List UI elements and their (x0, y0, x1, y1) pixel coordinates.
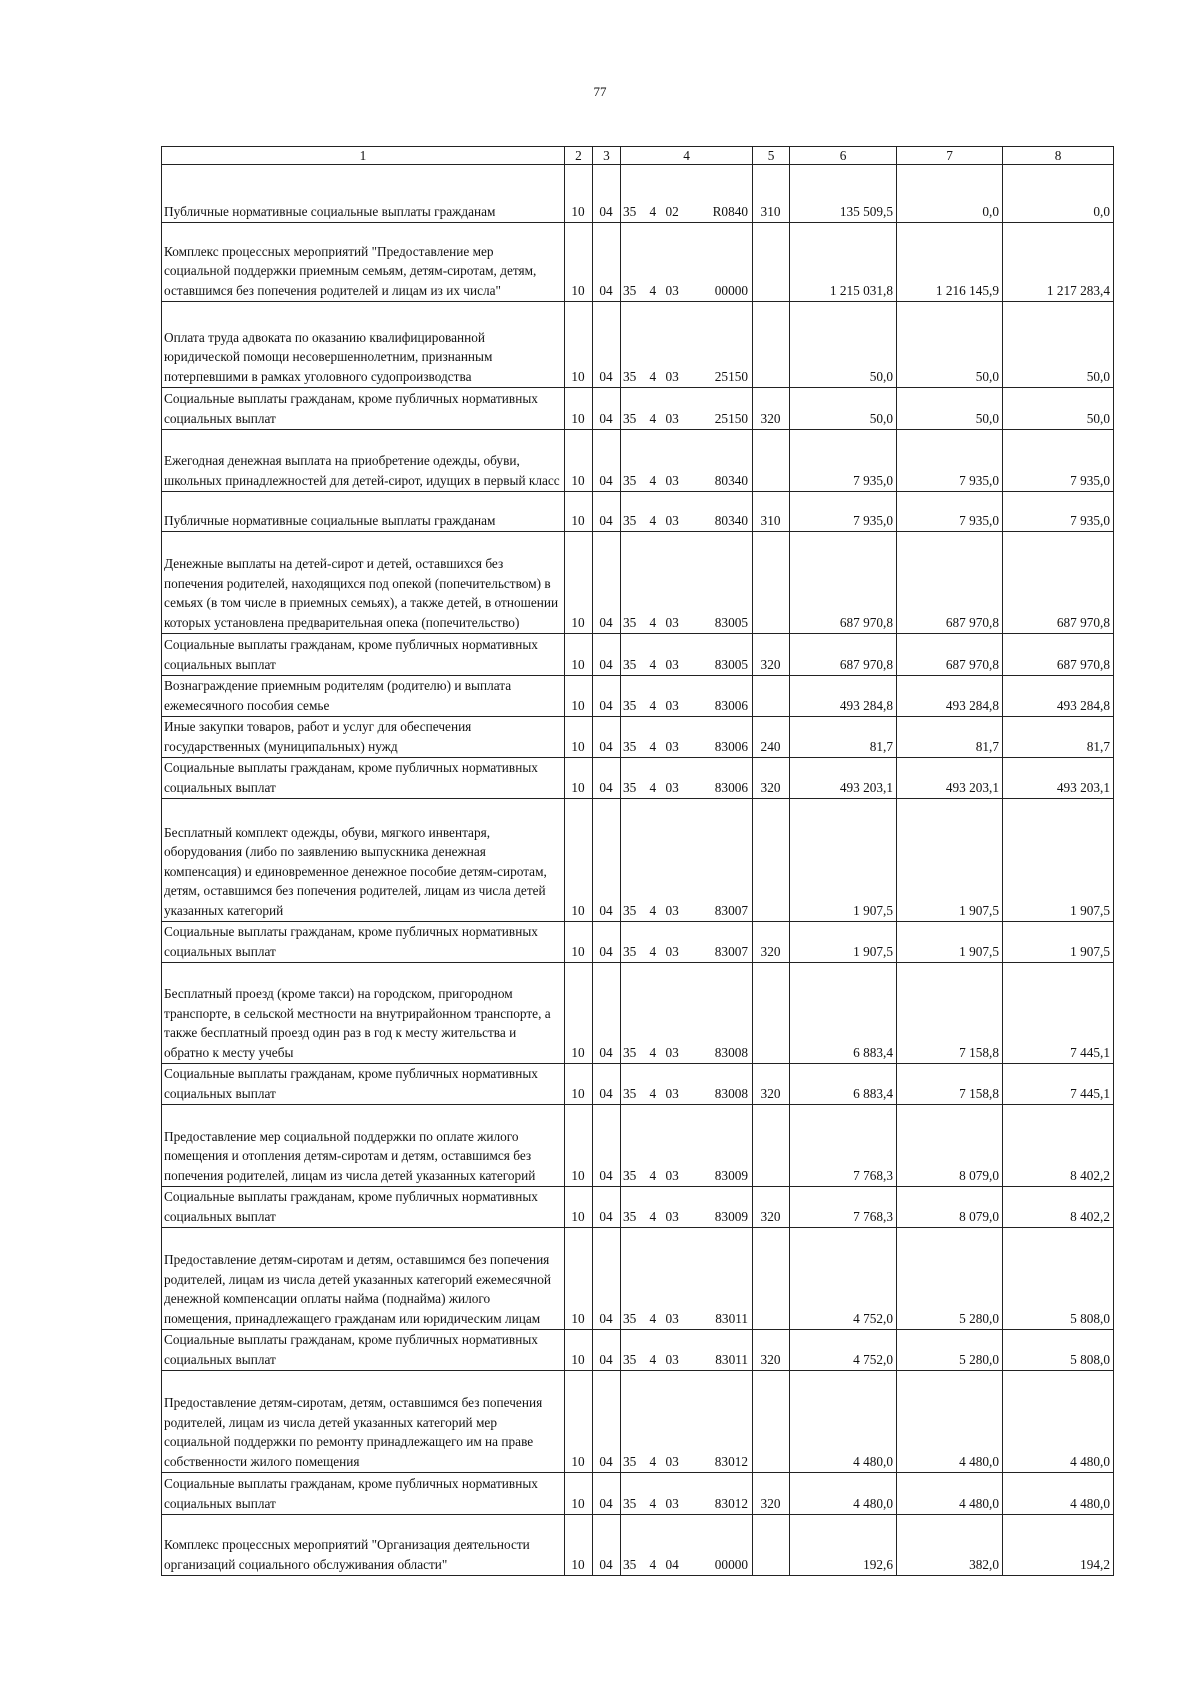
row-target-code-program: 35 (621, 492, 648, 532)
row-target-code-type: 4 (648, 963, 664, 1064)
row-amount-col6: 4 480,0 (790, 1371, 897, 1473)
row-expense-type: 320 (753, 1187, 790, 1228)
row-expense-type (753, 302, 790, 388)
table-body (162, 165, 1114, 1576)
row-expense-type (753, 799, 790, 922)
row-subsection: 04 (593, 1371, 621, 1473)
row-amount-col6: 493 284,8 (790, 676, 897, 717)
row-amount-col8: 687 970,8 (1003, 532, 1114, 634)
header-col-3: 3 (593, 147, 621, 165)
row-amount-col8: 7 445,1 (1003, 1064, 1114, 1105)
row-target-code-complex: 03 (664, 1064, 692, 1105)
page-number: 77 (593, 84, 607, 99)
row-target-code-direction: 83006 (692, 717, 753, 758)
row-target-code-type: 4 (648, 1228, 664, 1330)
row-subsection: 04 (593, 1473, 621, 1515)
row-amount-col6: 7 935,0 (790, 430, 897, 492)
row-target-code-program: 35 (621, 388, 648, 430)
row-target-code-direction: 83009 (692, 1105, 753, 1187)
row-target-code-type: 4 (648, 799, 664, 922)
row-amount-col6: 50,0 (790, 302, 897, 388)
row-section: 10 (565, 430, 593, 492)
row-expense-type (753, 676, 790, 717)
row-target-code-direction: 25150 (692, 302, 753, 388)
table-row (162, 1330, 1114, 1371)
row-subsection: 04 (593, 799, 621, 922)
row-amount-col8: 81,7 (1003, 717, 1114, 758)
row-target-code-program: 35 (621, 1064, 648, 1105)
row-subsection: 04 (593, 1515, 621, 1576)
row-amount-col8: 8 402,2 (1003, 1105, 1114, 1187)
row-target-code-complex: 03 (664, 717, 692, 758)
header-col-5: 5 (753, 147, 790, 165)
table-row (162, 922, 1114, 963)
row-amount-col6: 7 768,3 (790, 1187, 897, 1228)
row-target-code-type: 4 (648, 1371, 664, 1473)
header-col-6: 6 (790, 147, 897, 165)
row-target-code-type: 4 (648, 1187, 664, 1228)
header-col-1: 1 (162, 147, 565, 165)
row-amount-col8: 7 935,0 (1003, 492, 1114, 532)
row-target-code-complex: 03 (664, 1105, 692, 1187)
row-name: Предоставление детям-сиротам и детям, оставшимся без попечения родителей, лицам из числа детей указанных категорий ежемесячной денежной компенсации оплаты найма (поднайма) жилого помещения, принадлежащего гражданам или юридическим лицам (162, 1228, 565, 1330)
row-target-code-direction: 80340 (692, 492, 753, 532)
row-target-code-type: 4 (648, 922, 664, 963)
row-amount-col7: 8 079,0 (897, 1105, 1003, 1187)
row-amount-col8: 4 480,0 (1003, 1473, 1114, 1515)
row-expense-type: 320 (753, 1473, 790, 1515)
row-target-code-complex: 02 (664, 165, 692, 223)
row-subsection: 04 (593, 758, 621, 799)
row-expense-type (753, 963, 790, 1064)
row-name: Социальные выплаты гражданам, кроме публичных нормативных социальных выплат (162, 758, 565, 799)
row-section: 10 (565, 799, 593, 922)
row-target-code-program: 35 (621, 922, 648, 963)
row-section: 10 (565, 1228, 593, 1330)
row-subsection: 04 (593, 302, 621, 388)
row-amount-col6: 4 752,0 (790, 1330, 897, 1371)
table-row (162, 165, 1114, 223)
row-target-code-direction: 83006 (692, 676, 753, 717)
budget-table (161, 146, 1114, 1576)
row-target-code-complex: 03 (664, 1473, 692, 1515)
row-section: 10 (565, 223, 593, 302)
row-target-code-direction: 83009 (692, 1187, 753, 1228)
table-row (162, 492, 1114, 532)
row-name: Ежегодная денежная выплата на приобретение одежды, обуви, школьных принадлежностей для детей-сирот, идущих в первый класс (162, 430, 565, 492)
row-target-code-complex: 03 (664, 922, 692, 963)
row-subsection: 04 (593, 1228, 621, 1330)
row-section: 10 (565, 717, 593, 758)
row-target-code-complex: 03 (664, 676, 692, 717)
row-amount-col7: 5 280,0 (897, 1330, 1003, 1371)
row-target-code-type: 4 (648, 758, 664, 799)
row-section: 10 (565, 1473, 593, 1515)
header-col-4: 4 (621, 147, 753, 165)
row-target-code-type: 4 (648, 430, 664, 492)
row-name: Социальные выплаты гражданам, кроме публичных нормативных социальных выплат (162, 634, 565, 676)
row-target-code-program: 35 (621, 1515, 648, 1576)
table-row (162, 799, 1114, 922)
header-col-7: 7 (897, 147, 1003, 165)
row-target-code-complex: 03 (664, 1228, 692, 1330)
row-target-code-type: 4 (648, 1105, 664, 1187)
row-subsection: 04 (593, 1105, 621, 1187)
row-target-code-direction: 83012 (692, 1371, 753, 1473)
row-subsection: 04 (593, 676, 621, 717)
row-target-code-direction: 00000 (692, 223, 753, 302)
table-row (162, 1228, 1114, 1330)
row-section: 10 (565, 1105, 593, 1187)
table-row (162, 1105, 1114, 1187)
row-name: Предоставление детям-сиротам, детям, оставшимся без попечения родителей, лицам из числа детей указанных категорий мер социальной поддержки по ремонту принадлежащего им на праве собственности жилого помещения (162, 1371, 565, 1473)
row-target-code-type: 4 (648, 717, 664, 758)
row-target-code-program: 35 (621, 1330, 648, 1371)
row-target-code-complex: 03 (664, 430, 692, 492)
row-name: Бесплатный комплект одежды, обуви, мягкого инвентаря, оборудования (либо по заявлению выпускника денежная компенсация) и единовременное денежное пособие детям-сиротам, детям, оставшимся без попечения родителей, лицам из числа детей указанных категорий (162, 799, 565, 922)
table-header (162, 147, 1114, 165)
row-subsection: 04 (593, 922, 621, 963)
row-target-code-direction: 83007 (692, 922, 753, 963)
row-amount-col7: 1 216 145,9 (897, 223, 1003, 302)
row-section: 10 (565, 388, 593, 430)
row-target-code-complex: 03 (664, 492, 692, 532)
row-target-code-direction: 83008 (692, 1064, 753, 1105)
row-target-code-program: 35 (621, 717, 648, 758)
row-target-code-complex: 03 (664, 532, 692, 634)
row-subsection: 04 (593, 430, 621, 492)
row-name: Бесплатный проезд (кроме такси) на городском, пригородном транспорте, в сельской местности на внутрирайонном транспорте, а также бесплатный проезд один раз в год к месту жительства и обратно к месту учебы (162, 963, 565, 1064)
row-name: Публичные нормативные социальные выплаты гражданам (162, 492, 565, 532)
row-subsection: 04 (593, 1064, 621, 1105)
row-target-code-program: 35 (621, 634, 648, 676)
row-target-code-program: 35 (621, 223, 648, 302)
row-subsection: 04 (593, 388, 621, 430)
row-target-code-program: 35 (621, 1187, 648, 1228)
row-section: 10 (565, 963, 593, 1064)
row-target-code-program: 35 (621, 302, 648, 388)
row-target-code-complex: 03 (664, 1330, 692, 1371)
row-amount-col7: 50,0 (897, 302, 1003, 388)
row-amount-col6: 687 970,8 (790, 532, 897, 634)
row-target-code-complex: 04 (664, 1515, 692, 1576)
row-amount-col7: 687 970,8 (897, 634, 1003, 676)
row-amount-col7: 8 079,0 (897, 1187, 1003, 1228)
row-target-code-direction: 83012 (692, 1473, 753, 1515)
row-target-code-type: 4 (648, 634, 664, 676)
row-target-code-direction: 00000 (692, 1515, 753, 1576)
row-target-code-program: 35 (621, 532, 648, 634)
row-amount-col6: 4 752,0 (790, 1228, 897, 1330)
row-amount-col8: 8 402,2 (1003, 1187, 1114, 1228)
row-expense-type: 240 (753, 717, 790, 758)
row-amount-col8: 50,0 (1003, 388, 1114, 430)
row-target-code-direction: R0840 (692, 165, 753, 223)
row-expense-type (753, 1371, 790, 1473)
row-name: Социальные выплаты гражданам, кроме публичных нормативных социальных выплат (162, 1187, 565, 1228)
row-expense-type: 320 (753, 758, 790, 799)
row-target-code-complex: 03 (664, 302, 692, 388)
table-row (162, 758, 1114, 799)
row-amount-col6: 135 509,5 (790, 165, 897, 223)
table-row (162, 1187, 1114, 1228)
table-row (162, 1473, 1114, 1515)
row-target-code-program: 35 (621, 1371, 648, 1473)
row-section: 10 (565, 758, 593, 799)
row-section: 10 (565, 492, 593, 532)
row-target-code-complex: 03 (664, 799, 692, 922)
row-target-code-program: 35 (621, 165, 648, 223)
row-amount-col7: 5 280,0 (897, 1228, 1003, 1330)
row-name: Социальные выплаты гражданам, кроме публичных нормативных социальных выплат (162, 388, 565, 430)
row-target-code-program: 35 (621, 430, 648, 492)
table-row (162, 223, 1114, 302)
budget-table-wrapper (161, 146, 1113, 1576)
row-subsection: 04 (593, 165, 621, 223)
row-amount-col6: 1 215 031,8 (790, 223, 897, 302)
row-amount-col6: 687 970,8 (790, 634, 897, 676)
row-amount-col7: 4 480,0 (897, 1371, 1003, 1473)
row-expense-type: 320 (753, 634, 790, 676)
row-target-code-direction: 83005 (692, 532, 753, 634)
row-target-code-direction: 83007 (692, 799, 753, 922)
row-name: Комплекс процессных мероприятий "Предоставление мер социальной поддержки приемным семьям, детям-сиротам, детям, оставшимся без попечения родителей и лицам из их числа" (162, 223, 565, 302)
row-expense-type: 310 (753, 165, 790, 223)
row-target-code-direction: 83008 (692, 963, 753, 1064)
row-name: Предоставление мер социальной поддержки по оплате жилого помещения и отопления детям-сиротам и детям, оставшимся без попечения родителей, лицам из числа детей указанных категорий (162, 1105, 565, 1187)
table-row (162, 1515, 1114, 1576)
row-amount-col7: 493 203,1 (897, 758, 1003, 799)
row-target-code-program: 35 (621, 1105, 648, 1187)
row-expense-type (753, 1515, 790, 1576)
row-amount-col7: 7 158,8 (897, 963, 1003, 1064)
row-target-code-complex: 03 (664, 963, 692, 1064)
row-target-code-type: 4 (648, 302, 664, 388)
row-target-code-program: 35 (621, 963, 648, 1064)
row-target-code-program: 35 (621, 758, 648, 799)
row-target-code-complex: 03 (664, 1187, 692, 1228)
row-expense-type: 320 (753, 1064, 790, 1105)
row-name: Социальные выплаты гражданам, кроме публичных нормативных социальных выплат (162, 1064, 565, 1105)
row-amount-col6: 7 768,3 (790, 1105, 897, 1187)
row-target-code-type: 4 (648, 223, 664, 302)
table-row (162, 963, 1114, 1064)
row-amount-col6: 50,0 (790, 388, 897, 430)
row-subsection: 04 (593, 717, 621, 758)
row-subsection: 04 (593, 532, 621, 634)
row-amount-col7: 81,7 (897, 717, 1003, 758)
row-amount-col6: 6 883,4 (790, 1064, 897, 1105)
header-col-8: 8 (1003, 147, 1114, 165)
row-expense-type: 310 (753, 492, 790, 532)
row-expense-type (753, 1228, 790, 1330)
row-amount-col8: 1 907,5 (1003, 922, 1114, 963)
row-target-code-type: 4 (648, 388, 664, 430)
table-row (162, 532, 1114, 634)
row-section: 10 (565, 1064, 593, 1105)
row-amount-col6: 81,7 (790, 717, 897, 758)
row-target-code-type: 4 (648, 1330, 664, 1371)
row-section: 10 (565, 302, 593, 388)
row-subsection: 04 (593, 1187, 621, 1228)
table-row (162, 634, 1114, 676)
table-row (162, 1371, 1114, 1473)
row-amount-col8: 194,2 (1003, 1515, 1114, 1576)
row-amount-col8: 4 480,0 (1003, 1371, 1114, 1473)
row-target-code-complex: 03 (664, 1371, 692, 1473)
row-section: 10 (565, 634, 593, 676)
table-row (162, 676, 1114, 717)
row-amount-col7: 1 907,5 (897, 799, 1003, 922)
row-target-code-direction: 80340 (692, 430, 753, 492)
row-section: 10 (565, 1330, 593, 1371)
row-expense-type (753, 223, 790, 302)
row-amount-col7: 1 907,5 (897, 922, 1003, 963)
row-section: 10 (565, 1187, 593, 1228)
row-amount-col8: 7 445,1 (1003, 963, 1114, 1064)
row-target-code-complex: 03 (664, 758, 692, 799)
row-section: 10 (565, 165, 593, 223)
row-subsection: 04 (593, 492, 621, 532)
row-subsection: 04 (593, 1330, 621, 1371)
row-target-code-complex: 03 (664, 634, 692, 676)
row-amount-col8: 50,0 (1003, 302, 1114, 388)
row-amount-col7: 7 158,8 (897, 1064, 1003, 1105)
row-expense-type (753, 430, 790, 492)
row-name: Социальные выплаты гражданам, кроме публичных нормативных социальных выплат (162, 1330, 565, 1371)
row-target-code-type: 4 (648, 1515, 664, 1576)
row-amount-col8: 0,0 (1003, 165, 1114, 223)
row-name: Денежные выплаты на детей-сирот и детей, оставшихся без попечения родителей, находящихся под опекой (попечительством) в семьях (в том числе в приемных семьях), а также детей, в отношении которых установлена предварительная опека (попечительство) (162, 532, 565, 634)
row-target-code-type: 4 (648, 492, 664, 532)
row-target-code-direction: 83011 (692, 1330, 753, 1371)
row-amount-col8: 687 970,8 (1003, 634, 1114, 676)
row-amount-col6: 1 907,5 (790, 799, 897, 922)
row-expense-type (753, 532, 790, 634)
row-target-code-type: 4 (648, 532, 664, 634)
row-amount-col8: 493 284,8 (1003, 676, 1114, 717)
row-amount-col6: 493 203,1 (790, 758, 897, 799)
row-amount-col6: 7 935,0 (790, 492, 897, 532)
row-target-code-program: 35 (621, 1228, 648, 1330)
row-name: Вознаграждение приемным родителям (родителю) и выплата ежемесячного пособия семье (162, 676, 565, 717)
row-amount-col6: 4 480,0 (790, 1473, 897, 1515)
row-amount-col7: 7 935,0 (897, 492, 1003, 532)
row-target-code-direction: 83011 (692, 1228, 753, 1330)
row-amount-col7: 4 480,0 (897, 1473, 1003, 1515)
row-section: 10 (565, 1371, 593, 1473)
row-target-code-type: 4 (648, 165, 664, 223)
row-target-code-type: 4 (648, 676, 664, 717)
row-subsection: 04 (593, 963, 621, 1064)
row-target-code-type: 4 (648, 1473, 664, 1515)
row-amount-col6: 6 883,4 (790, 963, 897, 1064)
header-row (162, 147, 1114, 165)
row-name: Оплата труда адвоката по оказанию квалифицированной юридической помощи несовершеннолетним, признанным потерпевшими в рамках уголовного судопроизводства (162, 302, 565, 388)
row-target-code-complex: 03 (664, 223, 692, 302)
row-name: Иные закупки товаров, работ и услуг для обеспечения государственных (муниципальных) нужд (162, 717, 565, 758)
row-name: Социальные выплаты гражданам, кроме публичных нормативных социальных выплат (162, 922, 565, 963)
row-amount-col8: 1 217 283,4 (1003, 223, 1114, 302)
row-amount-col6: 1 907,5 (790, 922, 897, 963)
row-amount-col7: 493 284,8 (897, 676, 1003, 717)
row-target-code-type: 4 (648, 1064, 664, 1105)
row-target-code-program: 35 (621, 799, 648, 922)
table-row (162, 430, 1114, 492)
row-name: Публичные нормативные социальные выплаты гражданам (162, 165, 565, 223)
row-amount-col8: 5 808,0 (1003, 1228, 1114, 1330)
row-target-code-direction: 83005 (692, 634, 753, 676)
row-amount-col8: 1 907,5 (1003, 799, 1114, 922)
row-expense-type (753, 1105, 790, 1187)
row-expense-type: 320 (753, 1330, 790, 1371)
row-section: 10 (565, 922, 593, 963)
row-expense-type: 320 (753, 922, 790, 963)
table-row (162, 717, 1114, 758)
row-target-code-program: 35 (621, 1473, 648, 1515)
row-target-code-direction: 25150 (692, 388, 753, 430)
row-target-code-direction: 83006 (692, 758, 753, 799)
row-amount-col8: 493 203,1 (1003, 758, 1114, 799)
row-target-code-program: 35 (621, 676, 648, 717)
row-amount-col8: 5 808,0 (1003, 1330, 1114, 1371)
row-subsection: 04 (593, 223, 621, 302)
row-section: 10 (565, 676, 593, 717)
table-row (162, 302, 1114, 388)
table-row (162, 1064, 1114, 1105)
row-amount-col6: 192,6 (790, 1515, 897, 1576)
row-name: Социальные выплаты гражданам, кроме публичных нормативных социальных выплат (162, 1473, 565, 1515)
row-amount-col7: 7 935,0 (897, 430, 1003, 492)
row-section: 10 (565, 1515, 593, 1576)
row-amount-col8: 7 935,0 (1003, 430, 1114, 492)
table-row (162, 388, 1114, 430)
row-expense-type: 320 (753, 388, 790, 430)
row-amount-col7: 687 970,8 (897, 532, 1003, 634)
header-col-2: 2 (565, 147, 593, 165)
row-amount-col7: 50,0 (897, 388, 1003, 430)
row-amount-col7: 0,0 (897, 165, 1003, 223)
row-amount-col7: 382,0 (897, 1515, 1003, 1576)
row-section: 10 (565, 532, 593, 634)
row-name: Комплекс процессных мероприятий "Организация деятельности организаций социального обслуживания области" (162, 1515, 565, 1576)
row-subsection: 04 (593, 634, 621, 676)
row-target-code-complex: 03 (664, 388, 692, 430)
